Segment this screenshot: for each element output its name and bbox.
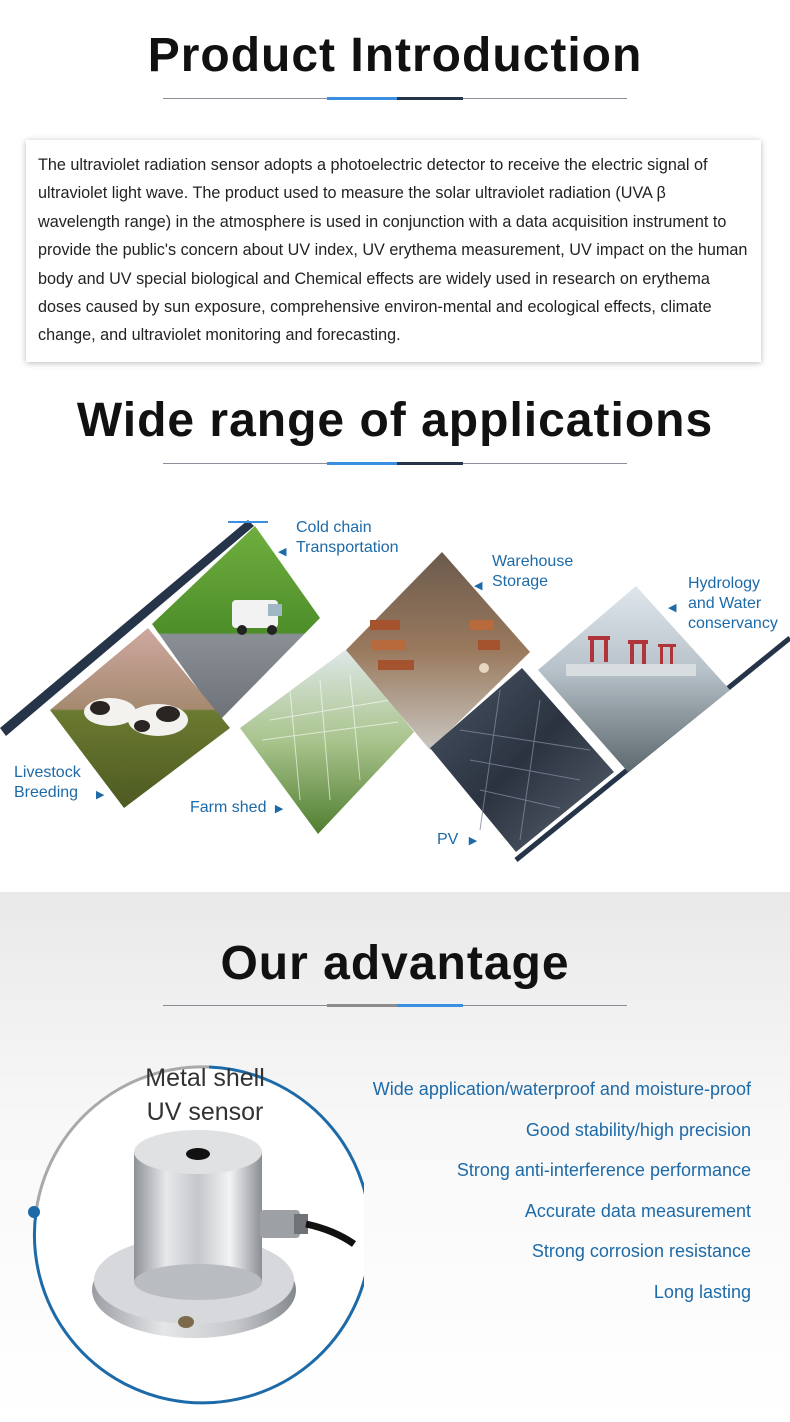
label-cold-chain xyxy=(278,518,428,558)
label-farm-shed-text: Farm shed xyxy=(190,799,267,816)
triangle-right-icon: ▶ xyxy=(468,835,478,847)
advantage-item-anti-interference: Strong anti-interference performance xyxy=(456,1160,751,1180)
advantage-title-underline xyxy=(163,1005,627,1006)
sensor-caption-line1: Metal shell xyxy=(145,1064,265,1092)
applications-collage xyxy=(0,500,790,880)
advantage-item-stability: Good stability/high precision xyxy=(525,1120,751,1140)
advantage-item-accurate: Accurate data measurement xyxy=(524,1201,751,1221)
advantage-item-long-lasting: Long lasting xyxy=(653,1282,751,1302)
intro-title: Product Introduction xyxy=(147,29,643,82)
label-hydrology xyxy=(668,574,790,634)
label-farm-shed xyxy=(190,798,300,819)
intro-paragraph: The ultraviolet radiation sensor adopts a photoelectric detector to receive the electric signal of ultraviolet light wave. The product used to measure the solar ultraviolet radiation (UVA β wavelength range) in the atmosphere is used in conjunction with a data acquisition instrument to provide the public's concern about UV index, UV erythema measurement, UV impact on the human body and UV special biological and Chemical effects are widely used in research on erythema doses caused by sun exposure, comprehensive environ-mental and ecological effects, climate change, and ultraviolet monitoring and forecasting. xyxy=(38,156,748,345)
label-warehouse-text: Warehouse Storage xyxy=(492,553,574,590)
intro-text-box xyxy=(26,140,761,362)
triangle-right-icon: ▶ xyxy=(274,803,284,815)
triangle-left-icon: ◀ xyxy=(278,546,287,558)
label-warehouse xyxy=(474,552,594,592)
label-livestock-text: Livestock Breeding xyxy=(14,764,81,801)
label-cold-chain-text: Cold chain Transportation xyxy=(296,519,399,556)
advantage-title: Our advantage xyxy=(220,937,570,990)
intro-title-underline xyxy=(163,98,627,99)
triangle-right-icon: ▶ xyxy=(96,789,105,801)
triangle-left-icon: ◀ xyxy=(474,580,483,592)
advantage-item-waterproof: Wide application/waterproof and moisture-proof xyxy=(372,1079,751,1099)
applications-title-underline xyxy=(163,463,627,464)
advantage-item-corrosion: Strong corrosion resistance xyxy=(531,1241,751,1261)
label-pv xyxy=(437,830,487,851)
label-livestock xyxy=(14,763,114,803)
applications-title: Wide range of applications xyxy=(76,394,714,447)
label-pv-text: PV xyxy=(437,831,459,848)
triangle-left-icon: ◀ xyxy=(668,602,677,614)
label-hydrology-text: Hydrology and Water conservancy xyxy=(688,575,778,632)
sensor-caption-line2: UV sensor xyxy=(146,1098,264,1126)
